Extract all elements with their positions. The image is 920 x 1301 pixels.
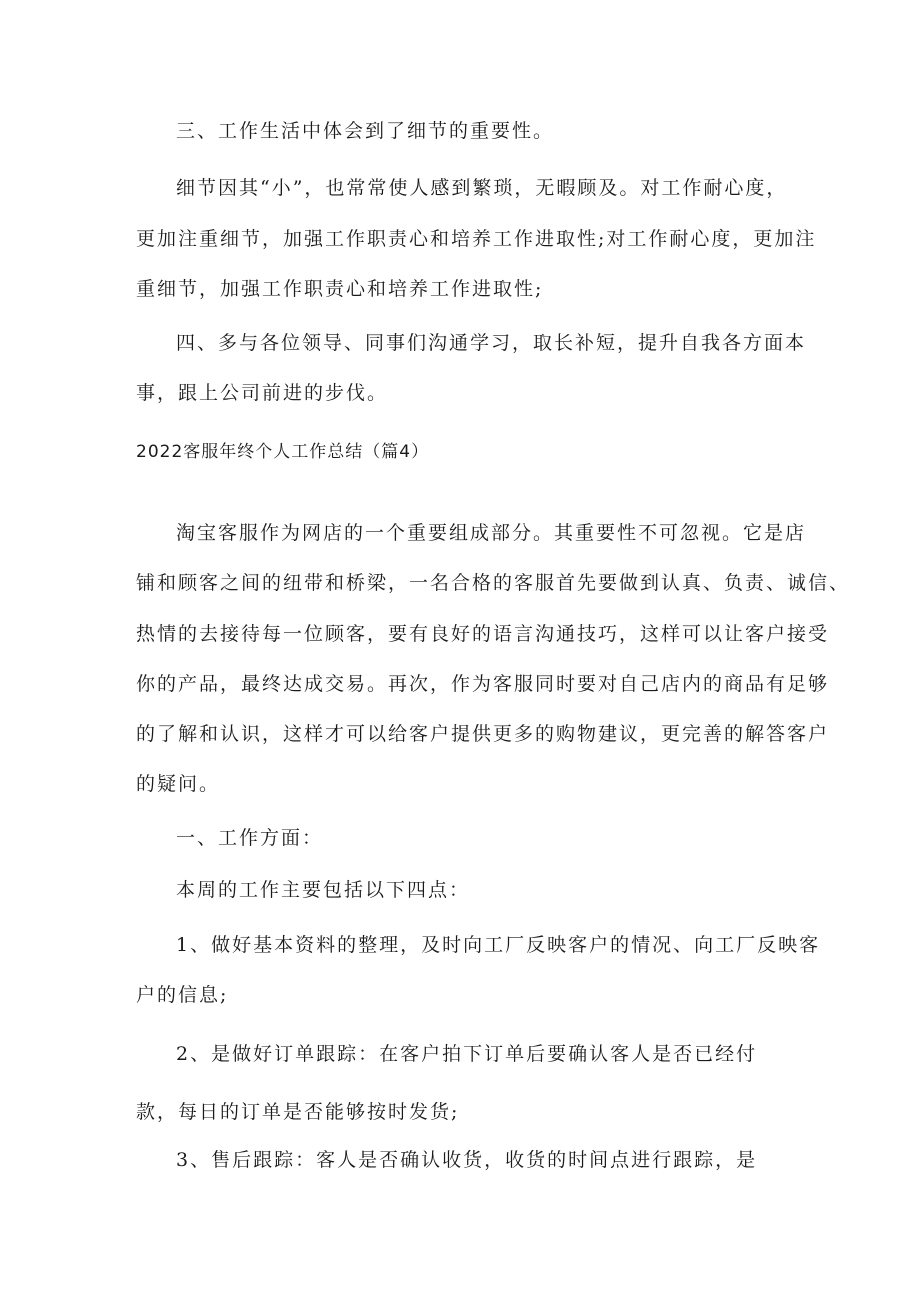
paragraph-line: 的了解和认识，这样才可以给客户提供更多的购物建议，更完善的解答客户	[136, 723, 830, 745]
section-three-heading: 三、工作生活中体会到了细节的重要性。	[176, 120, 555, 142]
paragraph-line: 本周的工作主要包括以下四点：	[176, 879, 471, 901]
paragraph-line: 事，跟上公司前进的步伐。	[136, 382, 389, 404]
paragraph-line: 细节因其“小”，也常常使人感到繁琐，无暇顾及。对工作耐心度，	[176, 177, 788, 199]
paragraph-line: 你的产品，最终达成交易。再次，作为客服同时要对自己店内的商品有足够	[136, 673, 830, 695]
list-item-2-cont: 款，每日的订单是否能够按时发货;	[136, 1101, 460, 1123]
paragraph-line: 更加注重细节，加强工作职责心和培养工作进取性;对工作耐心度，更加注	[136, 228, 817, 250]
paragraph-line: 的疑问。	[136, 773, 221, 795]
paragraph-line: 重细节，加强工作职责心和培养工作进取性;	[136, 278, 544, 300]
paragraph-line: 铺和顾客之间的纽带和桥梁，一名合格的客服首先要做到认真、负责、诚信、	[136, 572, 851, 594]
list-item-2: 2、是做好订单跟踪：在客户拍下订单后要确认客人是否已经付	[176, 1043, 758, 1065]
list-item-1-cont: 户的信息;	[136, 984, 229, 1006]
list-item-3: 3、售后跟踪：客人是否确认收货，收货的时间点进行跟踪，是	[176, 1149, 758, 1171]
list-item-1: 1、做好基本资料的整理，及时向工厂反映客户的情况、向工厂反映客	[176, 934, 821, 956]
work-aspect-heading: 一、工作方面：	[176, 827, 324, 849]
paragraph-line: 淘宝客服作为网店的一个重要组成部分。其重要性不可忽视。它是店	[176, 522, 807, 544]
article-title: 2022客服年终个人工作总结（篇4）	[136, 442, 430, 462]
section-four-heading: 四、多与各位领导、同事们沟通学习，取长补短，提升自我各方面本	[176, 332, 807, 354]
paragraph-line: 热情的去接待每一位顾客，要有良好的语言沟通技巧，这样可以让客户接受	[136, 623, 830, 645]
